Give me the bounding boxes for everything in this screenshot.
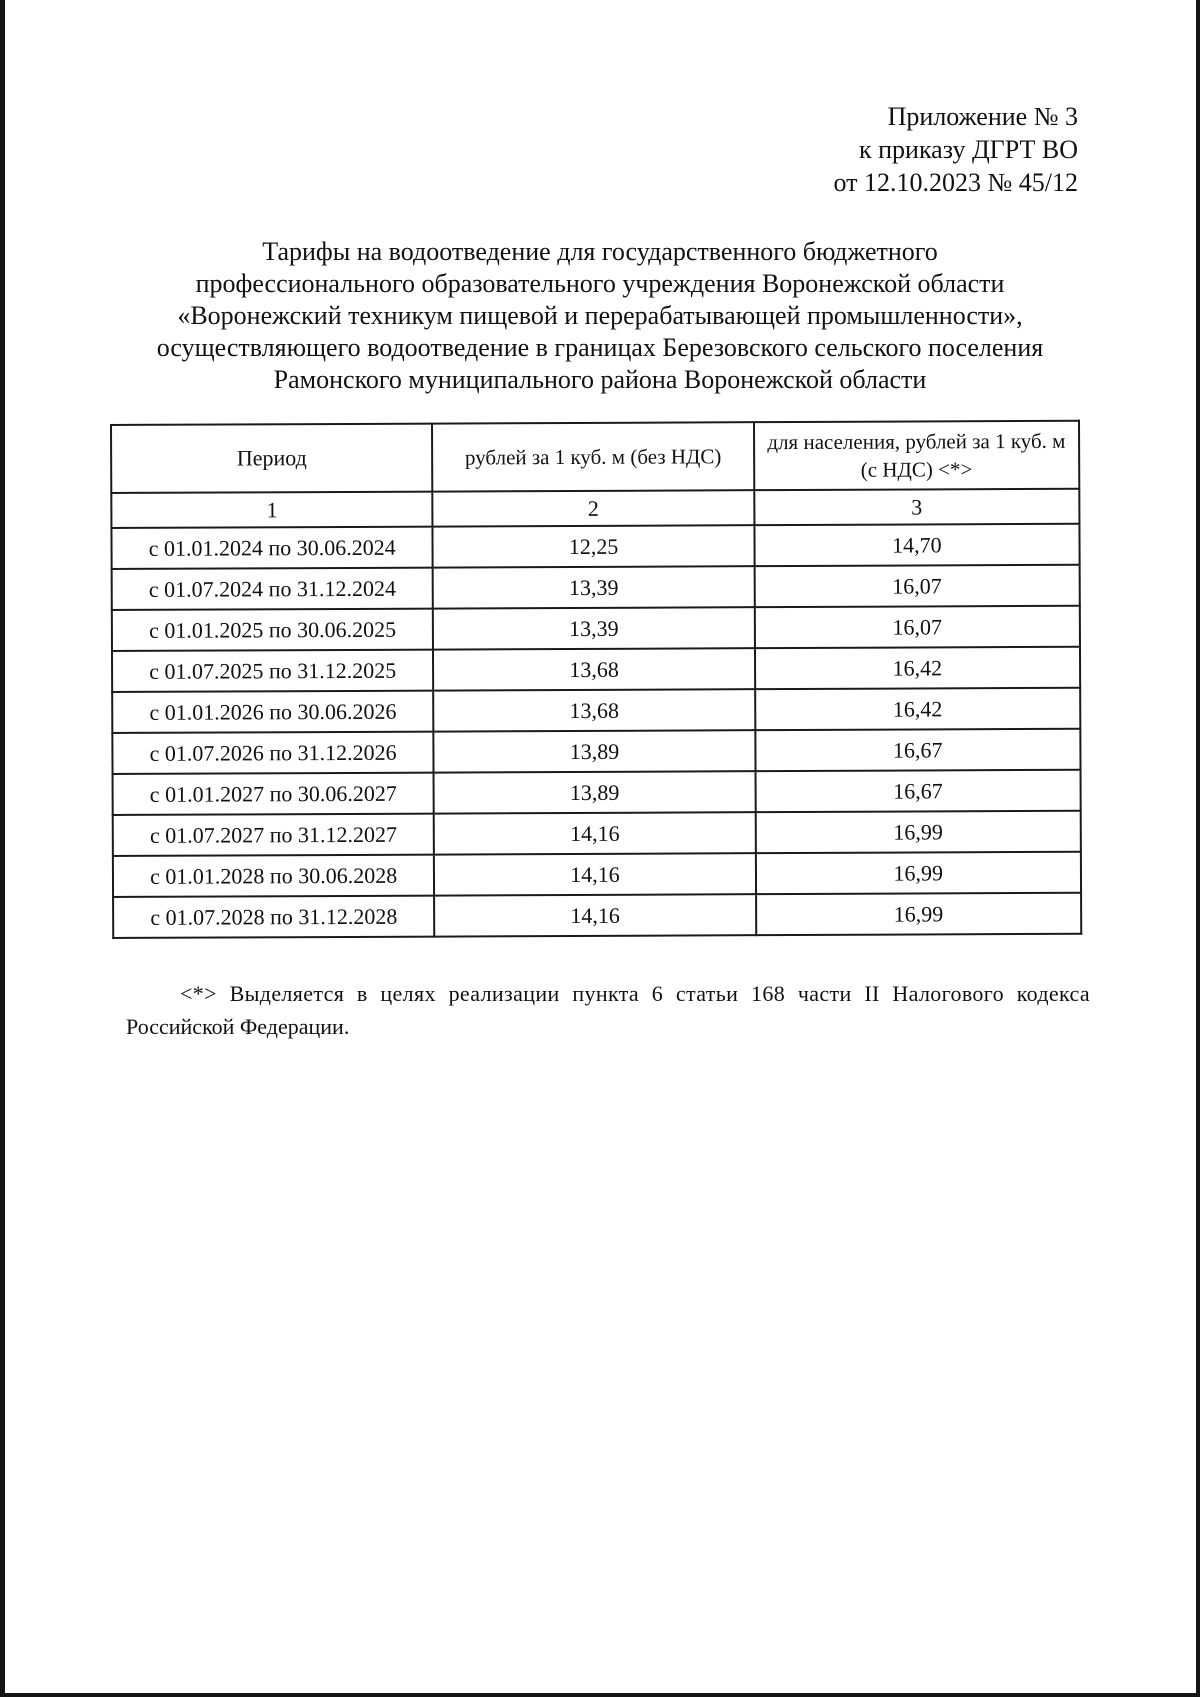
tariff-without-vat-cell: 13,68: [433, 648, 754, 690]
title-line: Рамонского муниципального района Воронежской области: [273, 365, 927, 394]
appendix-header: [578, 100, 1078, 199]
tariff-with-vat-cell: 16,67: [755, 729, 1081, 771]
table-row: [112, 565, 1080, 610]
tariff-without-vat-cell: 13,39: [433, 607, 754, 649]
period-cell: с 01.01.2028 по 30.06.2028: [113, 855, 435, 897]
tariff-with-vat-cell: 16,99: [756, 852, 1082, 894]
table-row: [113, 811, 1081, 856]
table-row: [111, 524, 1079, 569]
period-cell: с 01.01.2026 по 30.06.2026: [112, 691, 434, 733]
title-line: Тарифы на водоотведение для государственного бюджетного: [262, 237, 938, 266]
tariff-table: [110, 420, 1082, 939]
tariff-with-vat-cell: 16,42: [755, 647, 1081, 689]
header-period: Период: [111, 424, 433, 493]
tariff-with-vat-cell: 16,99: [756, 893, 1082, 935]
scan-border-right: [1196, 0, 1200, 1697]
period-cell: с 01.07.2026 по 31.12.2026: [112, 732, 434, 774]
table-row: [112, 606, 1080, 651]
tariff-without-vat-cell: 13,39: [433, 566, 754, 608]
tariff-with-vat-cell: 16,42: [755, 688, 1081, 730]
scan-border-bottom: [0, 1693, 1200, 1697]
scan-border-left: [0, 0, 5, 1697]
footnote-line: Российской Федерации.: [126, 1014, 350, 1039]
table-row: [113, 893, 1081, 938]
table-header-row: [111, 421, 1079, 493]
period-cell: с 01.07.2025 по 31.12.2025: [112, 650, 434, 692]
title-line: профессионального образовательного учреждения Воронежской области: [195, 269, 1005, 298]
appendix-order-date: от 12.10.2023 № 45/12: [833, 168, 1078, 197]
table-row: [113, 770, 1081, 815]
column-number: 3: [754, 489, 1080, 525]
column-number-row: [111, 489, 1079, 528]
tariff-without-vat-cell: 14,16: [434, 812, 755, 854]
period-cell: с 01.07.2028 по 31.12.2028: [113, 896, 435, 938]
tariff-with-vat-cell: 16,67: [755, 770, 1081, 812]
period-cell: с 01.01.2027 по 30.06.2027: [113, 773, 435, 815]
column-number: 1: [111, 492, 433, 528]
header-with-vat: для населения, рублей за 1 куб. м (с НДС) <*>: [754, 421, 1080, 490]
period-cell: с 01.07.2024 по 31.12.2024: [112, 568, 434, 610]
title-line: «Воронежский техникум пищевой и перерабатывающей промышленности»,: [177, 301, 1023, 330]
table-row: [112, 729, 1080, 774]
document-title: [100, 236, 1100, 396]
table-row: [113, 852, 1081, 897]
title-line: осуществляющего водоотведение в границах Березовского сельского поселения: [156, 333, 1044, 362]
footnote-line: <*> Выделяется в целях реализации пункта 6 статьи 168 части II Налогового кодекса: [180, 981, 1090, 1006]
tariff-without-vat-cell: 13,89: [434, 730, 755, 772]
column-number: 2: [433, 490, 754, 526]
period-cell: с 01.01.2025 по 30.06.2025: [112, 609, 434, 651]
tariff-with-vat-cell: 16,99: [755, 811, 1081, 853]
table-row: [112, 647, 1080, 692]
appendix-number: Приложение № 3: [887, 102, 1078, 131]
tariff-with-vat-cell: 14,70: [754, 524, 1080, 566]
tariff-with-vat-cell: 16,07: [754, 606, 1080, 648]
tariff-without-vat-cell: 14,16: [434, 894, 755, 936]
period-cell: с 01.01.2024 по 30.06.2024: [111, 527, 433, 569]
period-cell: с 01.07.2027 по 31.12.2027: [113, 814, 435, 856]
tariff-without-vat-cell: 12,25: [433, 525, 754, 567]
tariff-without-vat-cell: 13,89: [434, 771, 755, 813]
table-row: [112, 688, 1080, 733]
footnote: [126, 977, 1090, 1043]
appendix-order-ref: к приказу ДГРТ ВО: [858, 135, 1078, 164]
tariff-without-vat-cell: 14,16: [434, 853, 755, 895]
tariff-with-vat-cell: 16,07: [754, 565, 1080, 607]
header-without-vat: рублей за 1 куб. м (без НДС): [432, 422, 754, 491]
tariff-without-vat-cell: 13,68: [434, 689, 755, 731]
